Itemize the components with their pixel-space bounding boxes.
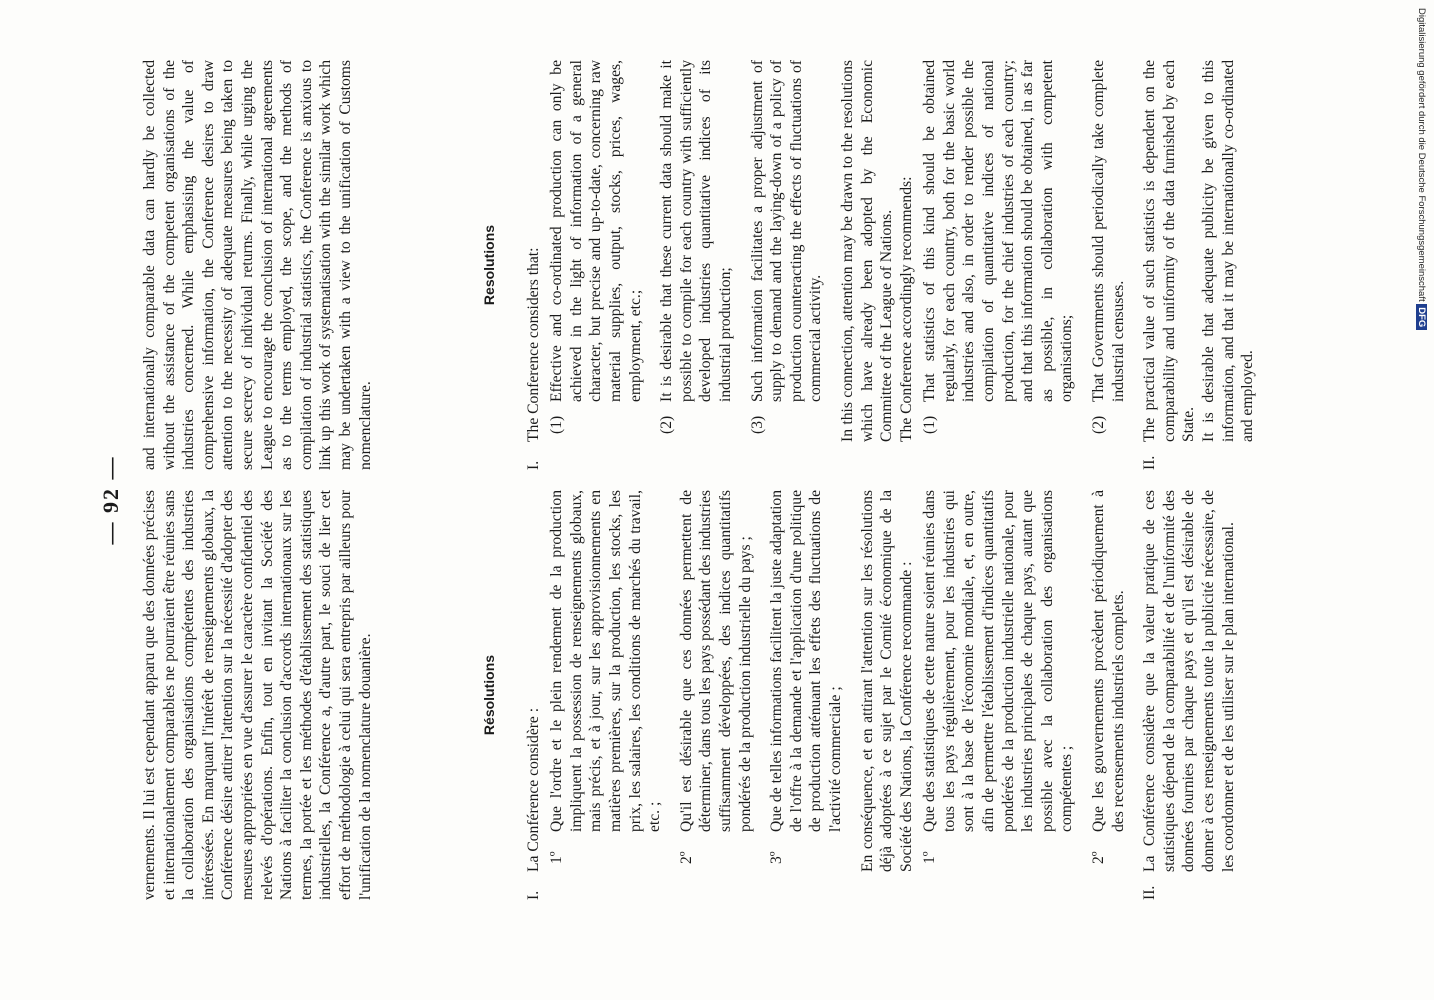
item-number: (2): [1090, 415, 1108, 434]
list-item: [657, 60, 735, 442]
item-number: (2): [658, 415, 676, 434]
section-number: II.: [1141, 455, 1159, 470]
list-item: [1089, 490, 1128, 872]
item-text: It is desirable that these current data should make it possible to compile for each country with sufficiently developed industries quantitative indices of its industrial production;: [658, 60, 734, 402]
item-text: Que les gouvernements procèdent périodiquement à des recensements industriels complets.: [1090, 490, 1127, 832]
section-lead: La Conférence considère que la valeur pratique de ces statistiques dépend de la comparabilité et de l'uniformité des données fournies par chaque pays et qu'il est désirable de donner à ces renseignements toute la publicité nécessaire, de les coordonner et de les utiliser sur le plan international.: [1141, 490, 1237, 872]
stamp-text: Digitalisierung gefördert durch die Deutsche Forschungsgemeinschaft: [1416, 8, 1427, 302]
dfg-logo: DFG: [1416, 304, 1427, 330]
item-text: Qu'il est désirable que ces données permettent de déterminer, dans tous les pays possédant des industries suffisamment développées, des indices quantitatifs pondérés de la production industrielle du pays ;: [677, 490, 754, 832]
section-number: I.: [524, 460, 542, 470]
english-section-1: [524, 60, 1129, 470]
section-number: II.: [1141, 885, 1159, 900]
item-text: Such information facilitates a proper adjustment of supply to demand and the laying-down of a policy of production counteracting the effects of fluctuations of commercial activity.: [748, 60, 825, 402]
item-text: Que des statistiques de cette nature soient réunies dans tous les pays régulièrement, pour les industries qui sont à la base de l'économie mondiale, et, en outre, afin de permettre l'établissement d'indices quantitatifs pondérés de la production industrielle nationale, pour les industries principales de chaque pays, autant que possible avec la collaboration des organisations compétentes ;: [921, 490, 1076, 832]
paragraph: In this connection, attention may be drawn to the resolutions which have already been adopted by the Economic Committee of the League of Nations.: [838, 60, 896, 442]
item-number: (1): [921, 415, 939, 434]
section-number: I.: [524, 890, 542, 900]
english-column: [140, 60, 1270, 470]
item-text: That Governments should periodically take complete industrial censuses.: [1090, 60, 1127, 402]
item-text: That statistics of this kind should be obtained regularly, for each country, both for the basic world industries and also, in order to render possible the compilation of quantitative indices of national production, for the chief industries of each country; and that this information should be obtained, in as far as possible, in collaboration with competent organisations;: [921, 60, 1076, 402]
section-lead: La Conférence considère :: [524, 707, 542, 872]
section-lead: The practical value of such statistics is dependent on the comparability and uniformity of the data furnished by each State.: [1141, 60, 1198, 442]
english-resolutions-heading: Resolutions: [481, 224, 497, 306]
list-item: [920, 490, 1077, 872]
list-item: [1089, 60, 1128, 442]
list-item: [748, 60, 826, 442]
list-item: [767, 490, 845, 872]
list-item: [920, 60, 1077, 442]
list-item: [677, 490, 755, 872]
item-number: 3º: [768, 851, 786, 864]
item-number: (1): [548, 415, 566, 434]
french-column: [140, 490, 1250, 900]
french-section-2: [1140, 490, 1238, 900]
paragraph: It is desirable that adequate publicity be given to this information, and that it may be internationally co-ordinated and employed.: [1200, 60, 1257, 442]
english-intro-paragraph: and internationally comparable data can hardly be collected without the assistance of the competent organisations of the industries concerned. While emphasising the value of comprehensive information, the Conference desires to draw attention to the necessity of adequate measures being taken to secure secrecy of individual returns. Finally, while urging the League to encourage the conclusion of international agreements as to the terms employed, the scope, and the methods of compilation of industrial statistics, the Conference is anxious to link up this work of systematisation with the similar work which may be undertaken with a view to the unification of Customs nomenclature.: [141, 60, 374, 470]
french-intro-paragraph: vernements. Il lui est cependant apparu que des données précises et internationalement comparables ne pourraient être réunies sans la collaboration des organisations compétentes des industries intéressées. En marquant l'intérêt de renseignements globaux, la Conférence désire attirer l'attention sur la nécessité d'adopter des mesures appropriées en vue d'assurer le caractère confidentiel des relevés d'opérations. Enfin, tout en invitant la Société des Nations à faciliter la conclusion d'accords internationaux sur les termes, la portée et les méthodes d'établissement des statistiques industrielles, la Conférence a, d'autre part, le souci de lier cet effort de méthodologie à celui qui sera entrepris par ailleurs pour l'unification de la nomenclature douanière.: [141, 490, 374, 900]
list-item: [547, 60, 645, 442]
item-number: 1º: [548, 851, 566, 864]
paragraph: En conséquence, et en attirant l'attention sur les résolutions déjà adoptées à ce sujet par le Comité économique de la Société des Nations, la Conférence recommande :: [858, 490, 915, 872]
item-text: Que de telles informations facilitent la juste adaptation de l'offre à la demande et l'application d'une politique de production atténuant les effets des fluctuations de l'activité commerciale ;: [768, 490, 844, 832]
item-number: 2º: [677, 851, 695, 864]
french-section-1: [524, 490, 1129, 900]
list-item: [547, 490, 665, 872]
english-section-2: [1140, 60, 1258, 470]
paragraph: The Conference accordingly recommends:: [897, 176, 915, 442]
item-number: (3): [748, 415, 766, 434]
item-text: Que l'ordre et le plein rendement de la production impliquent la possession de renseignements globaux, mais précis, et à jour, sur les approvisionnements en matières premières, sur la production, les stocks, les prix, les salaires, les conditions de marchés du travail, etc. ;: [548, 490, 664, 832]
item-text: Effective and co-ordinated production can only be achieved in the light of information of a general character, but precise and up-to-date, concerning raw material supplies, output, stocks, prices, wages, employment, etc.;: [548, 60, 644, 402]
item-number: 1º: [921, 851, 939, 864]
french-resolutions-heading: Résolutions: [481, 654, 497, 736]
page-number: — 92 —: [98, 455, 123, 545]
digitization-stamp: [1414, 8, 1428, 388]
section-lead: The Conference considers that:: [524, 247, 542, 442]
item-number: 2º: [1090, 851, 1108, 864]
